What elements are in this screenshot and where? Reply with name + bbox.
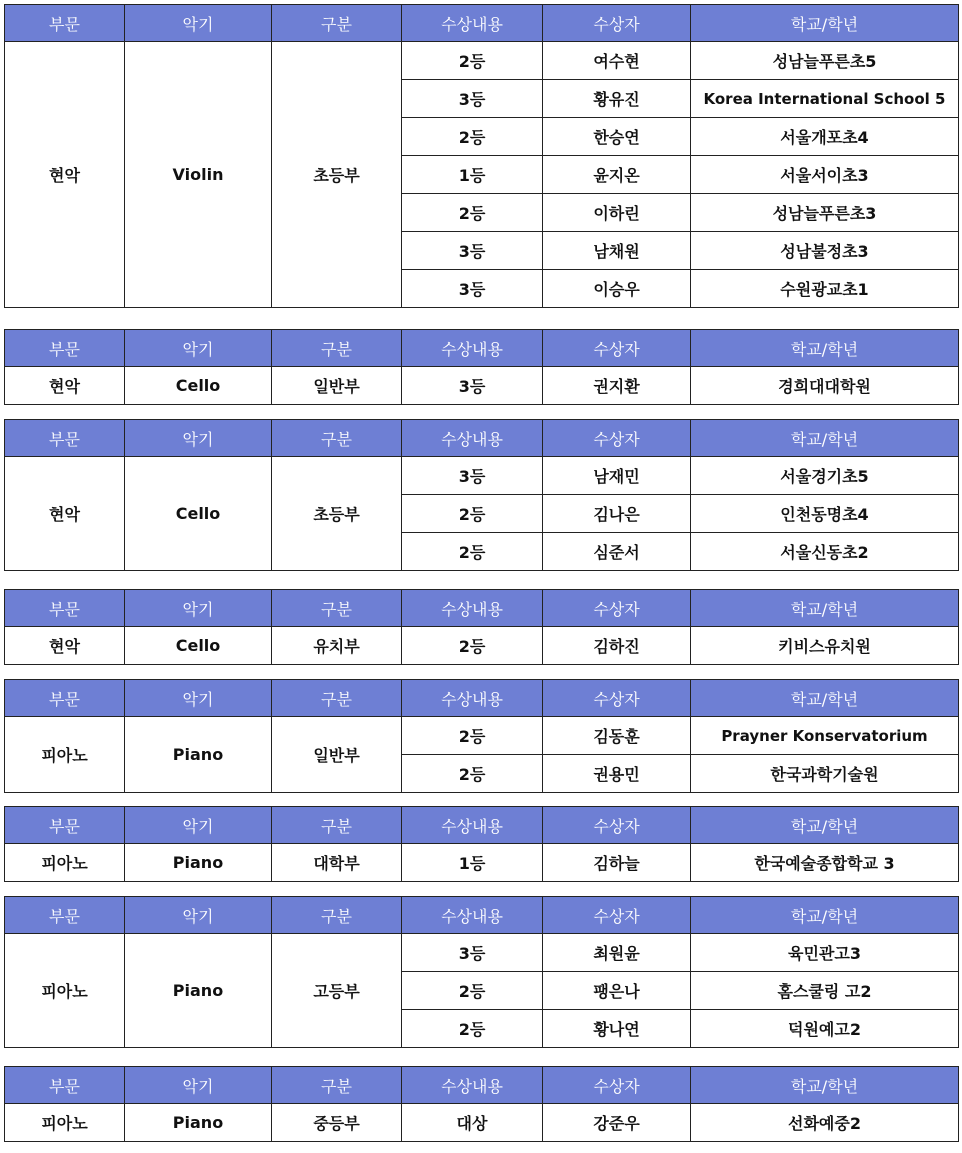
school-header: 학교/학년	[691, 590, 959, 627]
winner-cell: 강준우	[543, 1104, 691, 1142]
instrument-header: 악기	[125, 680, 272, 717]
award-table	[4, 1066, 959, 1142]
award-cell: 2등	[402, 42, 543, 80]
winner-header: 수상자	[543, 5, 691, 42]
dept-header: 부문	[5, 5, 125, 42]
school-cell: 육민관고3	[691, 934, 959, 972]
category-header: 구분	[272, 420, 402, 457]
category-cell: 일반부	[272, 717, 402, 793]
category-cell: 일반부	[272, 367, 402, 405]
school-cell: 서울서이초3	[691, 156, 959, 194]
school-header: 학교/학년	[691, 680, 959, 717]
category-cell: 중등부	[272, 1104, 402, 1142]
school-cell: Korea International School 5	[691, 80, 959, 118]
instrument-header: 악기	[125, 330, 272, 367]
dept-header: 부문	[5, 1067, 125, 1104]
dept-header: 부문	[5, 330, 125, 367]
table-row	[5, 717, 959, 755]
award-table	[4, 896, 959, 1048]
school-header: 학교/학년	[691, 1067, 959, 1104]
school-cell: 덕원예고2	[691, 1010, 959, 1048]
instrument-header: 악기	[125, 897, 272, 934]
school-header: 학교/학년	[691, 5, 959, 42]
header-row	[5, 1067, 959, 1104]
winner-cell: 권용민	[543, 755, 691, 793]
award-header: 수상내용	[402, 807, 543, 844]
table-row	[5, 934, 959, 972]
dept-cell: 피아노	[5, 934, 125, 1048]
dept-cell: 현악	[5, 627, 125, 665]
award-table	[4, 806, 959, 882]
category-cell: 유치부	[272, 627, 402, 665]
school-cell: Prayner Konservatorium	[691, 717, 959, 755]
school-cell: 선화예중2	[691, 1104, 959, 1142]
instrument-cell: Piano	[125, 717, 272, 793]
instrument-header: 악기	[125, 5, 272, 42]
instrument-cell: Violin	[125, 42, 272, 308]
winner-cell: 김동훈	[543, 717, 691, 755]
dept-cell: 피아노	[5, 717, 125, 793]
header-row	[5, 807, 959, 844]
header-row	[5, 5, 959, 42]
table-row	[5, 1104, 959, 1142]
instrument-cell: Cello	[125, 457, 272, 571]
school-header: 학교/학년	[691, 807, 959, 844]
winner-header: 수상자	[543, 420, 691, 457]
dept-cell: 현악	[5, 457, 125, 571]
award-table	[4, 329, 959, 405]
award-header: 수상내용	[402, 1067, 543, 1104]
dept-header: 부문	[5, 420, 125, 457]
instrument-cell: Cello	[125, 627, 272, 665]
category-header: 구분	[272, 680, 402, 717]
winner-cell: 최원윤	[543, 934, 691, 972]
dept-cell: 현악	[5, 367, 125, 405]
header-row	[5, 897, 959, 934]
dept-header: 부문	[5, 897, 125, 934]
school-header: 학교/학년	[691, 420, 959, 457]
award-header: 수상내용	[402, 330, 543, 367]
award-cell: 2등	[402, 1010, 543, 1048]
winner-cell: 권지환	[543, 367, 691, 405]
award-table	[4, 679, 959, 793]
award-cell: 1등	[402, 844, 543, 882]
instrument-cell: Piano	[125, 934, 272, 1048]
dept-header: 부문	[5, 590, 125, 627]
category-header: 구분	[272, 897, 402, 934]
award-cell: 3등	[402, 457, 543, 495]
table-row	[5, 457, 959, 495]
winner-cell: 김하늘	[543, 844, 691, 882]
instrument-header: 악기	[125, 590, 272, 627]
winner-header: 수상자	[543, 330, 691, 367]
award-cell: 2등	[402, 755, 543, 793]
table-row	[5, 627, 959, 665]
winner-header: 수상자	[543, 807, 691, 844]
category-header: 구분	[272, 590, 402, 627]
header-row	[5, 330, 959, 367]
school-header: 학교/학년	[691, 330, 959, 367]
school-cell: 서울경기초5	[691, 457, 959, 495]
award-cell: 2등	[402, 194, 543, 232]
award-cell: 2등	[402, 118, 543, 156]
award-cell: 2등	[402, 533, 543, 571]
dept-cell: 현악	[5, 42, 125, 308]
winner-cell: 남채원	[543, 232, 691, 270]
instrument-header: 악기	[125, 1067, 272, 1104]
winner-cell: 이하린	[543, 194, 691, 232]
table-row	[5, 42, 959, 80]
award-header: 수상내용	[402, 5, 543, 42]
award-cell: 3등	[402, 80, 543, 118]
category-cell: 고등부	[272, 934, 402, 1048]
instrument-cell: Cello	[125, 367, 272, 405]
school-cell: 경희대대학원	[691, 367, 959, 405]
school-cell: 키비스유치원	[691, 627, 959, 665]
category-cell: 대학부	[272, 844, 402, 882]
school-cell: 성남불정초3	[691, 232, 959, 270]
instrument-header: 악기	[125, 807, 272, 844]
category-cell: 초등부	[272, 42, 402, 308]
award-cell: 2등	[402, 627, 543, 665]
winner-cell: 이승우	[543, 270, 691, 308]
award-cell: 3등	[402, 232, 543, 270]
winner-cell: 한승연	[543, 118, 691, 156]
school-cell: 서울개포초4	[691, 118, 959, 156]
award-cell: 3등	[402, 270, 543, 308]
school-cell: 성남늘푸른초5	[691, 42, 959, 80]
table-row	[5, 844, 959, 882]
header-row	[5, 420, 959, 457]
dept-cell: 피아노	[5, 1104, 125, 1142]
winner-cell: 황유진	[543, 80, 691, 118]
dept-header: 부문	[5, 807, 125, 844]
school-cell: 홈스쿨링 고2	[691, 972, 959, 1010]
category-header: 구분	[272, 1067, 402, 1104]
award-header: 수상내용	[402, 897, 543, 934]
winner-header: 수상자	[543, 1067, 691, 1104]
winner-cell: 황나연	[543, 1010, 691, 1048]
winner-cell: 심준서	[543, 533, 691, 571]
category-header: 구분	[272, 807, 402, 844]
award-table	[4, 4, 959, 308]
award-table	[4, 589, 959, 665]
award-header: 수상내용	[402, 680, 543, 717]
dept-header: 부문	[5, 680, 125, 717]
school-cell: 한국예술종합학교 3	[691, 844, 959, 882]
instrument-cell: Piano	[125, 1104, 272, 1142]
winner-cell: 남재민	[543, 457, 691, 495]
instrument-cell: Piano	[125, 844, 272, 882]
winner-header: 수상자	[543, 897, 691, 934]
category-header: 구분	[272, 5, 402, 42]
school-cell: 한국과학기술원	[691, 755, 959, 793]
category-cell: 초등부	[272, 457, 402, 571]
winner-cell: 윤지온	[543, 156, 691, 194]
school-cell: 성남늘푸른초3	[691, 194, 959, 232]
award-cell: 1등	[402, 156, 543, 194]
instrument-header: 악기	[125, 420, 272, 457]
header-row	[5, 680, 959, 717]
dept-cell: 피아노	[5, 844, 125, 882]
winner-cell: 팽은나	[543, 972, 691, 1010]
winner-cell: 김나은	[543, 495, 691, 533]
winner-header: 수상자	[543, 590, 691, 627]
winner-cell: 김하진	[543, 627, 691, 665]
award-cell: 대상	[402, 1104, 543, 1142]
school-header: 학교/학년	[691, 897, 959, 934]
award-cell: 2등	[402, 717, 543, 755]
school-cell: 수원광교초1	[691, 270, 959, 308]
table-row	[5, 367, 959, 405]
award-header: 수상내용	[402, 590, 543, 627]
winner-cell: 여수현	[543, 42, 691, 80]
award-table	[4, 419, 959, 571]
award-header: 수상내용	[402, 420, 543, 457]
award-cell: 2등	[402, 495, 543, 533]
award-cell: 3등	[402, 367, 543, 405]
award-cell: 2등	[402, 972, 543, 1010]
category-header: 구분	[272, 330, 402, 367]
winner-header: 수상자	[543, 680, 691, 717]
award-cell: 3등	[402, 934, 543, 972]
school-cell: 인천동명초4	[691, 495, 959, 533]
header-row	[5, 590, 959, 627]
school-cell: 서울신동초2	[691, 533, 959, 571]
